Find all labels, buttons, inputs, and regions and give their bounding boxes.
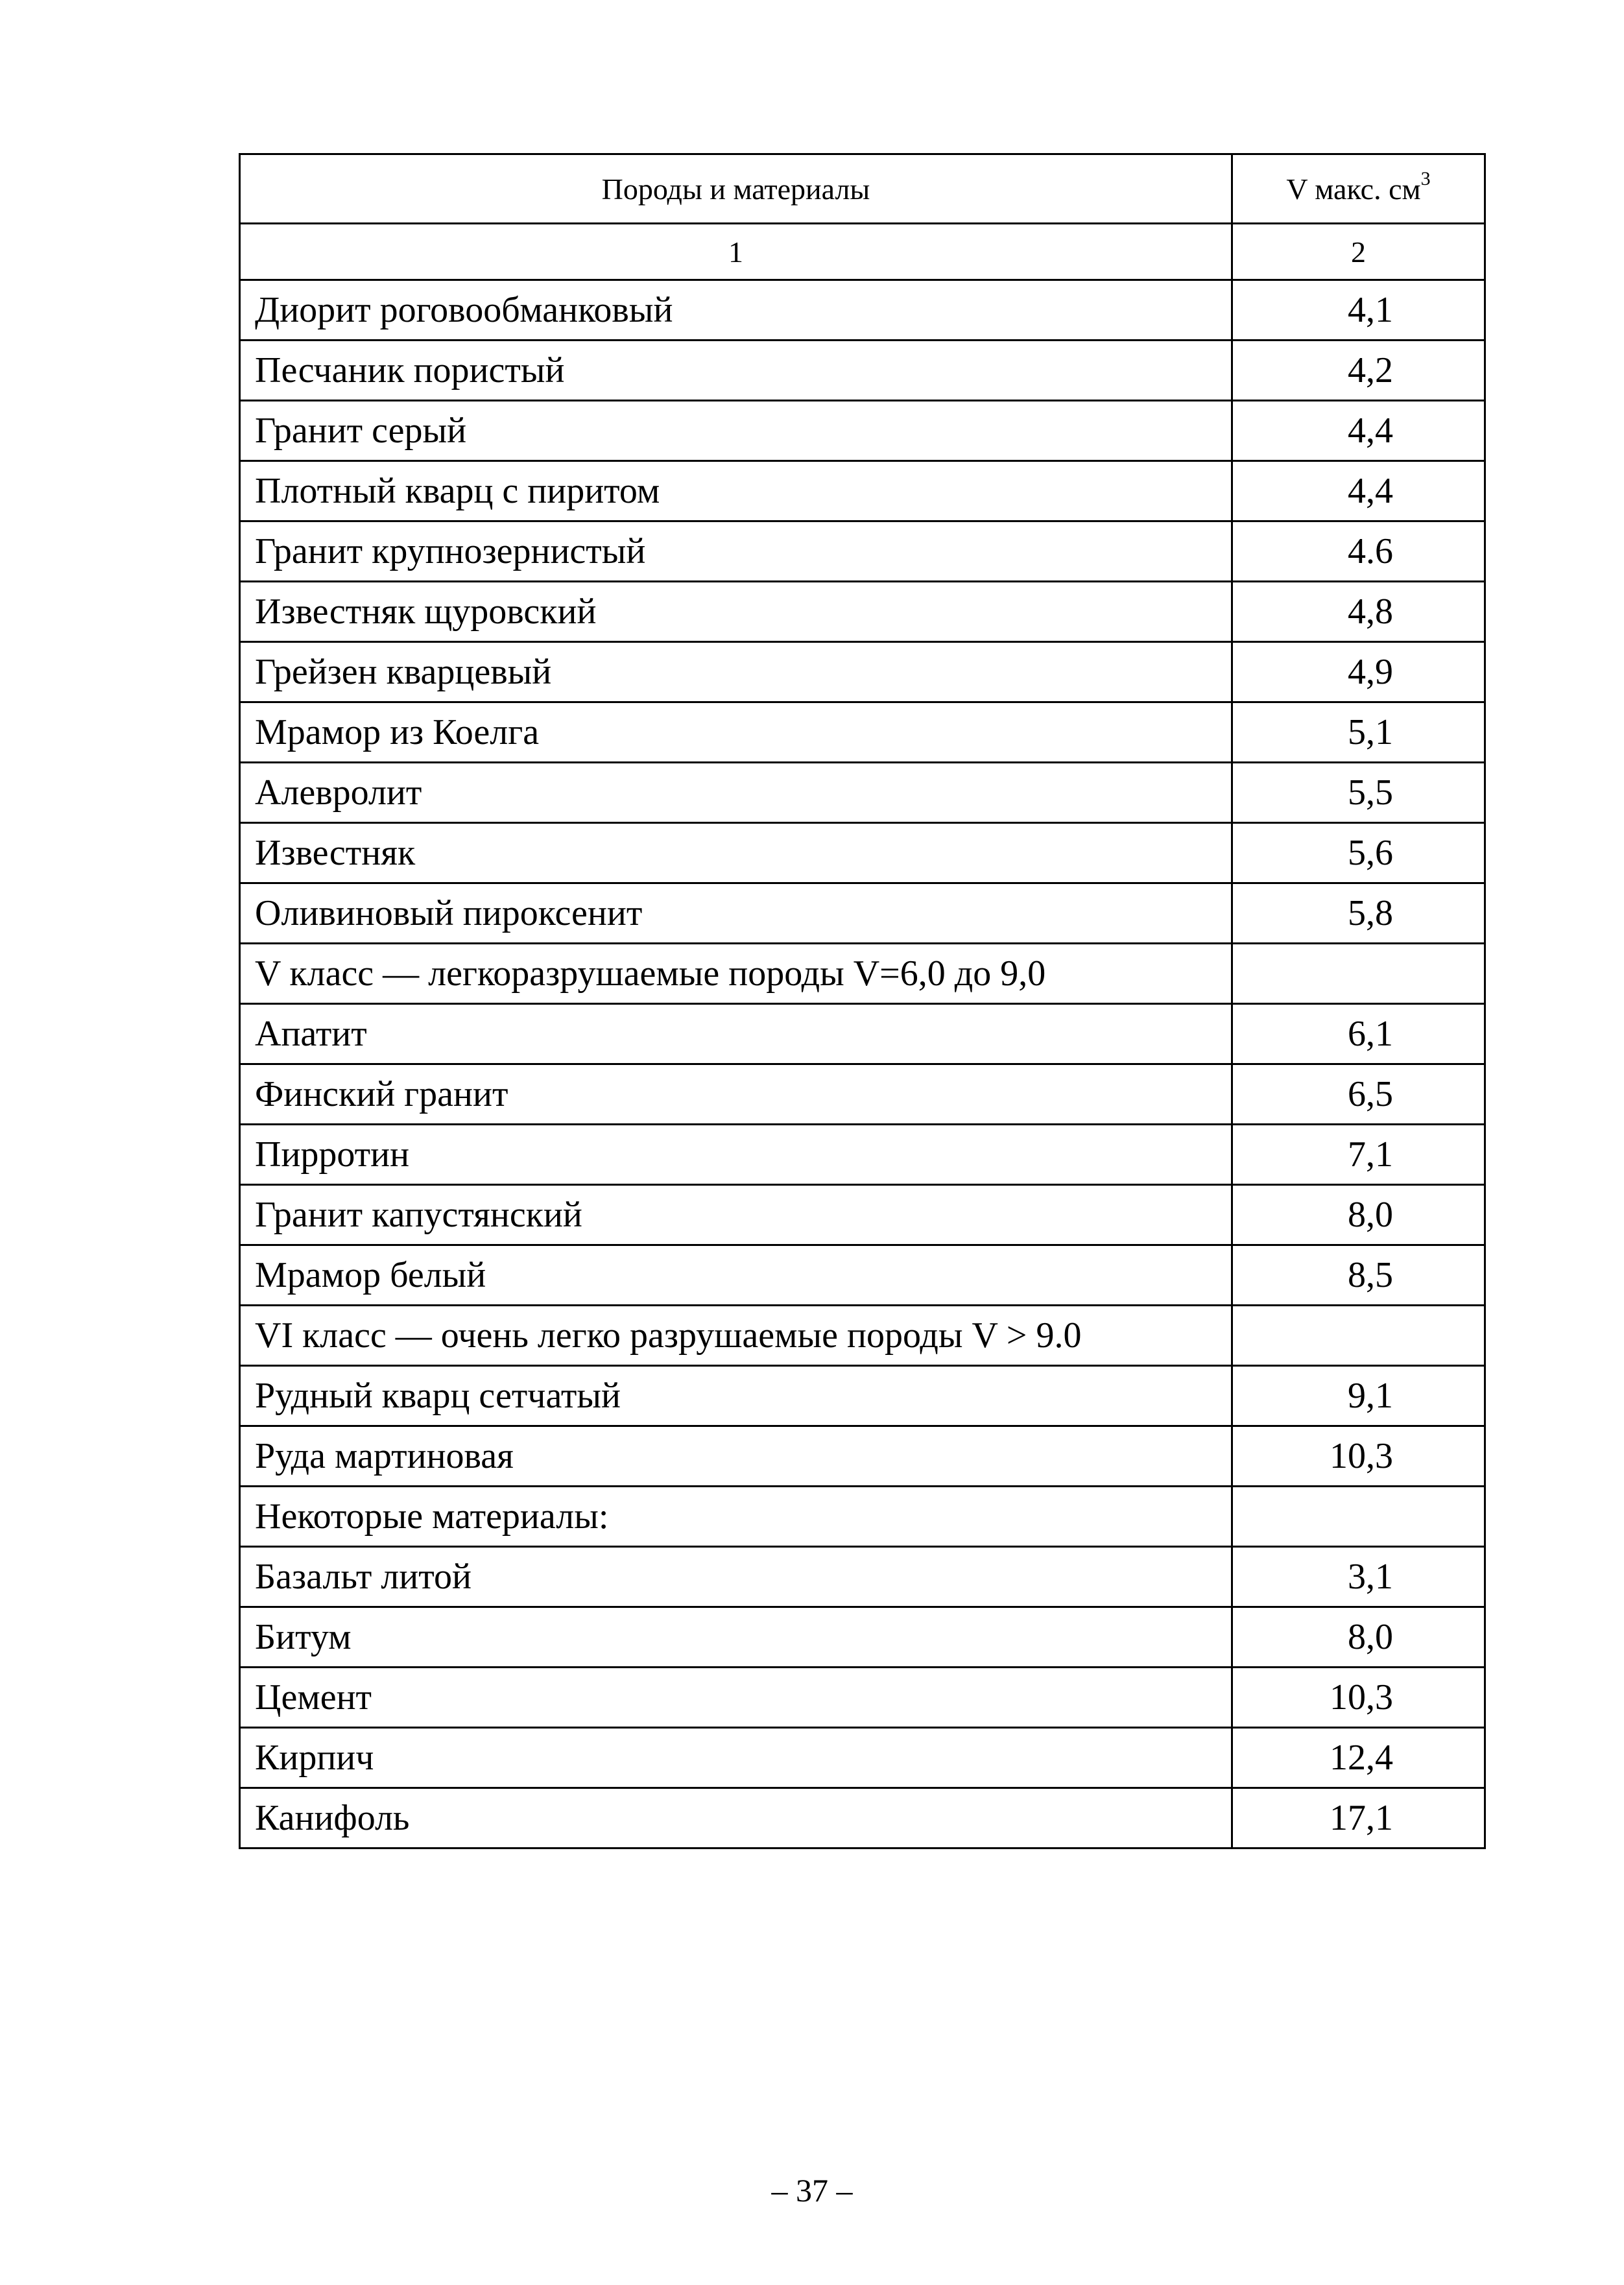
column-number-1: 1 (240, 224, 1232, 280)
material-name: Песчаник пористый (240, 341, 1232, 401)
table-row (240, 1788, 1485, 1848)
material-name: Гранит крупнозернистый (240, 521, 1232, 582)
v-max-value: 5,5 (1232, 763, 1485, 823)
v-max-value: 5,1 (1232, 702, 1485, 763)
table-row (240, 280, 1485, 341)
v-max-value: 9,1 (1232, 1366, 1485, 1426)
column-number-2: 2 (1232, 224, 1485, 280)
material-name: Апатит (240, 1004, 1232, 1064)
v-max-value: 6,1 (1232, 1004, 1485, 1064)
table-row (240, 1487, 1485, 1547)
v-max-value: 8,0 (1232, 1185, 1485, 1245)
header-v-max (1232, 154, 1485, 224)
table-row (240, 582, 1485, 642)
table-row (240, 1668, 1485, 1728)
rock-strength-table (239, 153, 1486, 1849)
material-name: Грейзен кварцевый (240, 642, 1232, 702)
table-row (240, 1185, 1485, 1245)
v-max-value: 4.6 (1232, 521, 1485, 582)
table-row (240, 823, 1485, 883)
v-max-value: 4,1 (1232, 280, 1485, 341)
v-max-value: 4,2 (1232, 341, 1485, 401)
v-max-value: 8,5 (1232, 1245, 1485, 1306)
material-name: Базальт литой (240, 1547, 1232, 1607)
table-row (240, 702, 1485, 763)
v-max-value: 8,0 (1232, 1607, 1485, 1668)
v-max-value: 5,8 (1232, 883, 1485, 944)
table-row (240, 1125, 1485, 1185)
v-max-value: 4,4 (1232, 461, 1485, 521)
material-name: Мрамор из Коелга (240, 702, 1232, 763)
material-name: V класс — легкоразрушаемые породы V=6,0 до 9,0 (240, 944, 1232, 1004)
material-name: Битум (240, 1607, 1232, 1668)
table-row (240, 1607, 1485, 1668)
v-max-value: 10,3 (1232, 1668, 1485, 1728)
header-v-max-superscript: 3 (1420, 167, 1431, 189)
table-row (240, 521, 1485, 582)
table-row (240, 461, 1485, 521)
table-row (240, 944, 1485, 1004)
v-max-value: 12,4 (1232, 1728, 1485, 1788)
page-number: – 37 – (771, 2172, 853, 2208)
v-max-value: 10,3 (1232, 1426, 1485, 1487)
material-name: Известняк щуровский (240, 582, 1232, 642)
material-name: Некоторые материалы: (240, 1487, 1232, 1547)
material-name: Руда мартиновая (240, 1426, 1232, 1487)
table-row (240, 1728, 1485, 1788)
table-row (240, 1245, 1485, 1306)
v-max-value: 4,4 (1232, 401, 1485, 461)
table-row (240, 642, 1485, 702)
material-name: Оливиновый пироксенит (240, 883, 1232, 944)
material-name: Цемент (240, 1668, 1232, 1728)
material-name: Кирпич (240, 1728, 1232, 1788)
v-max-value (1232, 1487, 1485, 1547)
material-name: Плотный кварц с пиритом (240, 461, 1232, 521)
material-name: Диорит роговообманковый (240, 280, 1232, 341)
material-name: Алевролит (240, 763, 1232, 823)
table-row (240, 341, 1485, 401)
material-name: Финский гранит (240, 1064, 1232, 1125)
material-name: Известняк (240, 823, 1232, 883)
table-row (240, 763, 1485, 823)
header-v-max-text: V макс. см (1286, 172, 1421, 206)
table-row (240, 1426, 1485, 1487)
table-row (240, 1366, 1485, 1426)
table-row (240, 401, 1485, 461)
v-max-value: 7,1 (1232, 1125, 1485, 1185)
material-name: Пирротин (240, 1125, 1232, 1185)
table-row (240, 883, 1485, 944)
table-row (240, 1547, 1485, 1607)
v-max-value (1232, 1306, 1485, 1366)
material-name: Рудный кварц сетчатый (240, 1366, 1232, 1426)
v-max-value: 5,6 (1232, 823, 1485, 883)
table-row (240, 1004, 1485, 1064)
v-max-value: 4,9 (1232, 642, 1485, 702)
header-rocks-materials: Породы и материалы (240, 154, 1232, 224)
material-name: VI класс — очень легко разрушаемые породы V > 9.0 (240, 1306, 1232, 1366)
v-max-value: 4,8 (1232, 582, 1485, 642)
table-row (240, 1306, 1485, 1366)
column-number-row (240, 224, 1485, 280)
v-max-value (1232, 944, 1485, 1004)
v-max-value: 17,1 (1232, 1788, 1485, 1848)
material-name: Гранит капустянский (240, 1185, 1232, 1245)
material-name: Мрамор белый (240, 1245, 1232, 1306)
material-name: Канифоль (240, 1788, 1232, 1848)
v-max-value: 3,1 (1232, 1547, 1485, 1607)
material-name: Гранит серый (240, 401, 1232, 461)
table-header-row (240, 154, 1485, 224)
v-max-value: 6,5 (1232, 1064, 1485, 1125)
table-row (240, 1064, 1485, 1125)
